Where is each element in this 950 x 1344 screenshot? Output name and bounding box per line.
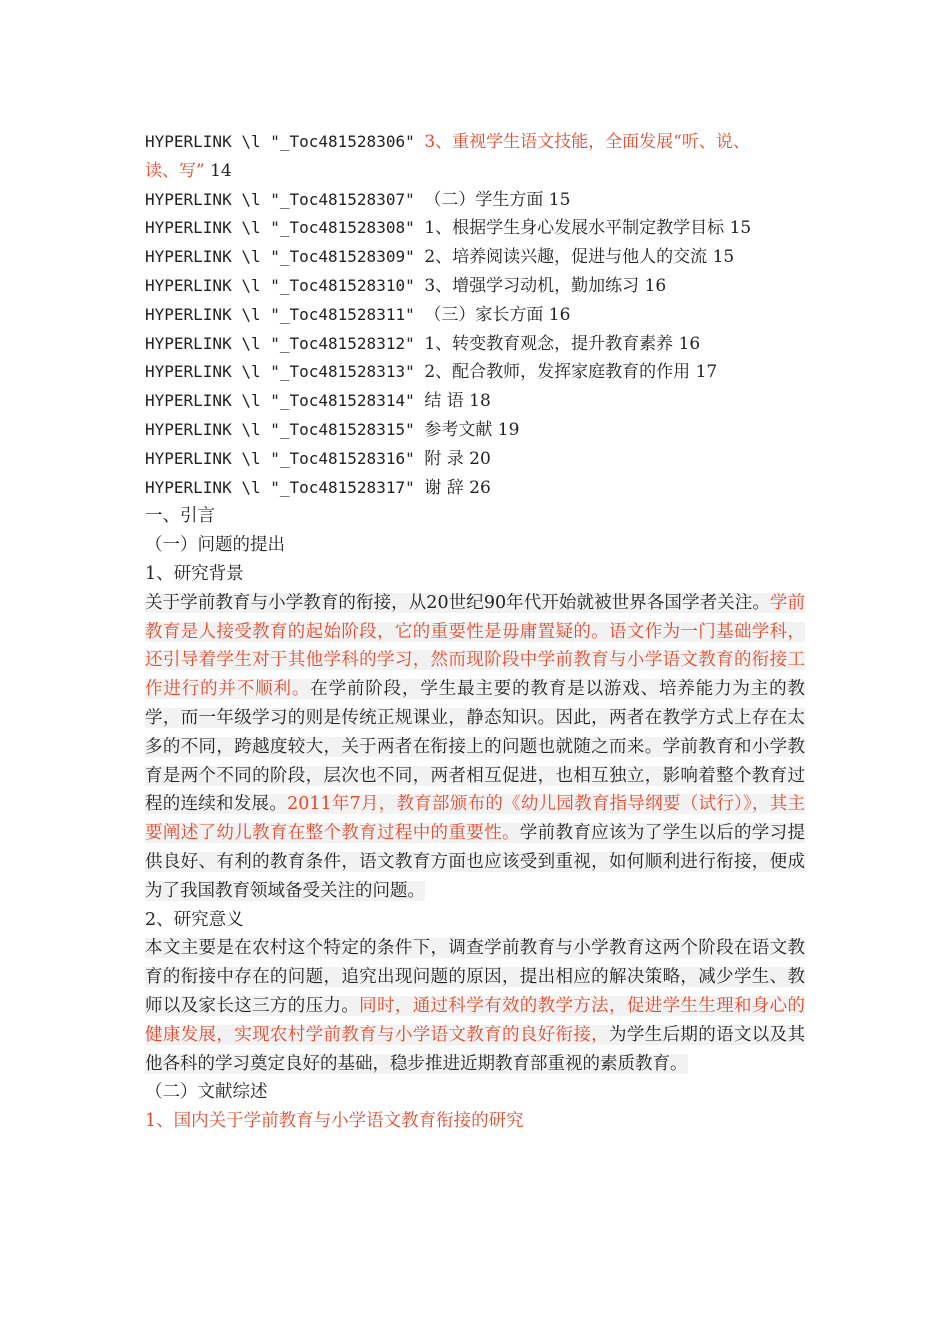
toc-entry[interactable]: [145, 358, 805, 387]
toc-hyperlink-code: HYPERLINK \l "_Toc481528310": [145, 275, 425, 295]
toc-title: 谢 辞: [424, 477, 464, 498]
body-text: 学前教育应该为了学生以后的学习提供良好、有利的教育条件，语文教育方面也应该受到重视，如何顺利进行衔接，便成为了我国教育领域备受关注的问题。: [145, 823, 806, 901]
table-of-contents: [145, 128, 805, 502]
toc-entry[interactable]: [145, 186, 805, 215]
heading-background: 1、研究背景: [145, 563, 244, 584]
toc-hyperlink-code: HYPERLINK \l "_Toc481528308": [145, 218, 425, 238]
toc-title: 2、配合教师，发挥家庭教育的作用: [424, 362, 691, 383]
significance-paragraph: [145, 934, 805, 1078]
toc-entry[interactable]: [145, 416, 805, 445]
toc-hyperlink-code: HYPERLINK \l "_Toc481528307": [145, 189, 425, 209]
toc-entry[interactable]: [145, 330, 805, 359]
toc-page-number: 16: [543, 304, 571, 325]
toc-title: 结 语: [424, 391, 464, 412]
toc-title: 参考文献: [424, 419, 493, 440]
toc-page-number: 15: [724, 218, 752, 239]
toc-page-number: 19: [492, 419, 520, 440]
heading-review: （二）文献综述: [145, 1082, 268, 1103]
toc-entry[interactable]: [145, 474, 805, 503]
toc-entry[interactable]: [145, 301, 805, 330]
toc-hyperlink-code: HYPERLINK \l "_Toc481528317": [145, 477, 425, 497]
toc-page-number: 17: [690, 362, 718, 383]
heading-problem: （一）问题的提出: [145, 535, 285, 556]
toc-hyperlink-code: HYPERLINK \l "_Toc481528315": [145, 419, 425, 439]
toc-entry[interactable]: [145, 214, 805, 243]
toc-entry-continued[interactable]: [145, 157, 805, 186]
toc-title-continued: 读、写”: [145, 160, 205, 181]
toc-title: （二）学生方面: [424, 189, 544, 210]
body-text: 关于学前教育与小学教育的衔接，从20世纪90年代开始就被世界各国学者关注。: [145, 592, 770, 613]
toc-title: 附 录: [424, 448, 464, 469]
toc-hyperlink-code: HYPERLINK \l "_Toc481528306": [145, 132, 425, 151]
toc-title: （三）家长方面: [424, 304, 544, 325]
body-text: 本文主要是在农村这个特定的条件下，调查学前教育与小学教育这两个阶段在语文教育的衔接中存在的问题，追究出现问题的原因，提出相应的解决策略，减少学生、教师以及家长这三方的压力。: [145, 938, 805, 1016]
toc-title: 2、培养阅读兴趣，促进与他人的交流: [424, 247, 708, 268]
background-paragraph: [145, 589, 805, 906]
toc-page-number: 18: [463, 391, 491, 412]
toc-title: 1、根据学生身心发展水平制定教学目标: [424, 218, 725, 239]
toc-hyperlink-code: HYPERLINK \l "_Toc481528309": [145, 247, 425, 267]
toc-hyperlink-code: HYPERLINK \l "_Toc481528316": [145, 448, 425, 468]
toc-page-number: 15: [707, 247, 735, 268]
toc-entry[interactable]: [145, 387, 805, 416]
toc-entry[interactable]: [145, 128, 805, 157]
toc-page-number: 14: [204, 160, 232, 181]
body-text: 在学前阶段，学生最主要的教育是以游戏、培养能力为主的教学，而一年级学习的则是传统正规课业，静态知识。因此，两者在教学方式上存在太多的不同，跨越度较大，关于两者在衔接上的问题也就随之而来。学前教育和小学教育是两个不同的阶段，层次也不同，两者相互促进，也相互独立，影响着整个教育过程的连续和发展。: [145, 679, 806, 815]
highlighted-text: 同时，通过科学有效的教学方法，促进学生生理和身心的健康发展，实现农村学前教育与小学语文教育的良好衔接，: [145, 995, 806, 1045]
highlighted-text: 学前教育是人接受教育的起始阶段，它的重要性是毋庸置疑的。语文作为一门基础学科，还引导着学生对于其他学科的学习，然而现阶段中学前教育与小学语文教育的衔接工作进行的并不顺利。: [145, 592, 805, 700]
toc-hyperlink-code: HYPERLINK \l "_Toc481528313": [145, 362, 425, 382]
toc-title: 3、增强学习动机，勤加练习: [424, 275, 640, 296]
heading-significance: 2、研究意义: [145, 909, 244, 930]
toc-page-number: 26: [463, 477, 491, 498]
toc-entry[interactable]: [145, 243, 805, 272]
toc-hyperlink-code: HYPERLINK \l "_Toc481528314": [145, 391, 425, 411]
toc-page-number: 20: [463, 448, 491, 469]
toc-page-number: 15: [543, 189, 571, 210]
toc-title: 3、重视学生语文技能，全面发展“听、说、: [424, 132, 750, 152]
heading-domestic-research: 1、国内关于学前教育与小学语文教育衔接的研究: [145, 1111, 524, 1132]
highlighted-text: 2011年7月，教育部颁布的《幼儿园教育指导纲要（试行）》，其主要阐述了幼儿教育在整个教育过程中的重要性。: [145, 794, 806, 844]
toc-page-number: 16: [673, 333, 701, 354]
heading-intro: 一、引言: [145, 506, 215, 527]
toc-entry[interactable]: [145, 445, 805, 474]
toc-page-number: 16: [639, 275, 667, 296]
toc-entry[interactable]: [145, 272, 805, 301]
body-text: 为学生后期的语文以及其他各科的学习奠定良好的基础，稳步推进近期教育部重视的素质教育。: [145, 1024, 806, 1074]
toc-hyperlink-code: HYPERLINK \l "_Toc481528312": [145, 333, 425, 353]
toc-hyperlink-code: HYPERLINK \l "_Toc481528311": [145, 304, 425, 324]
document-page: [145, 128, 805, 1136]
toc-title: 1、转变教育观念，提升教育素养: [424, 333, 674, 354]
